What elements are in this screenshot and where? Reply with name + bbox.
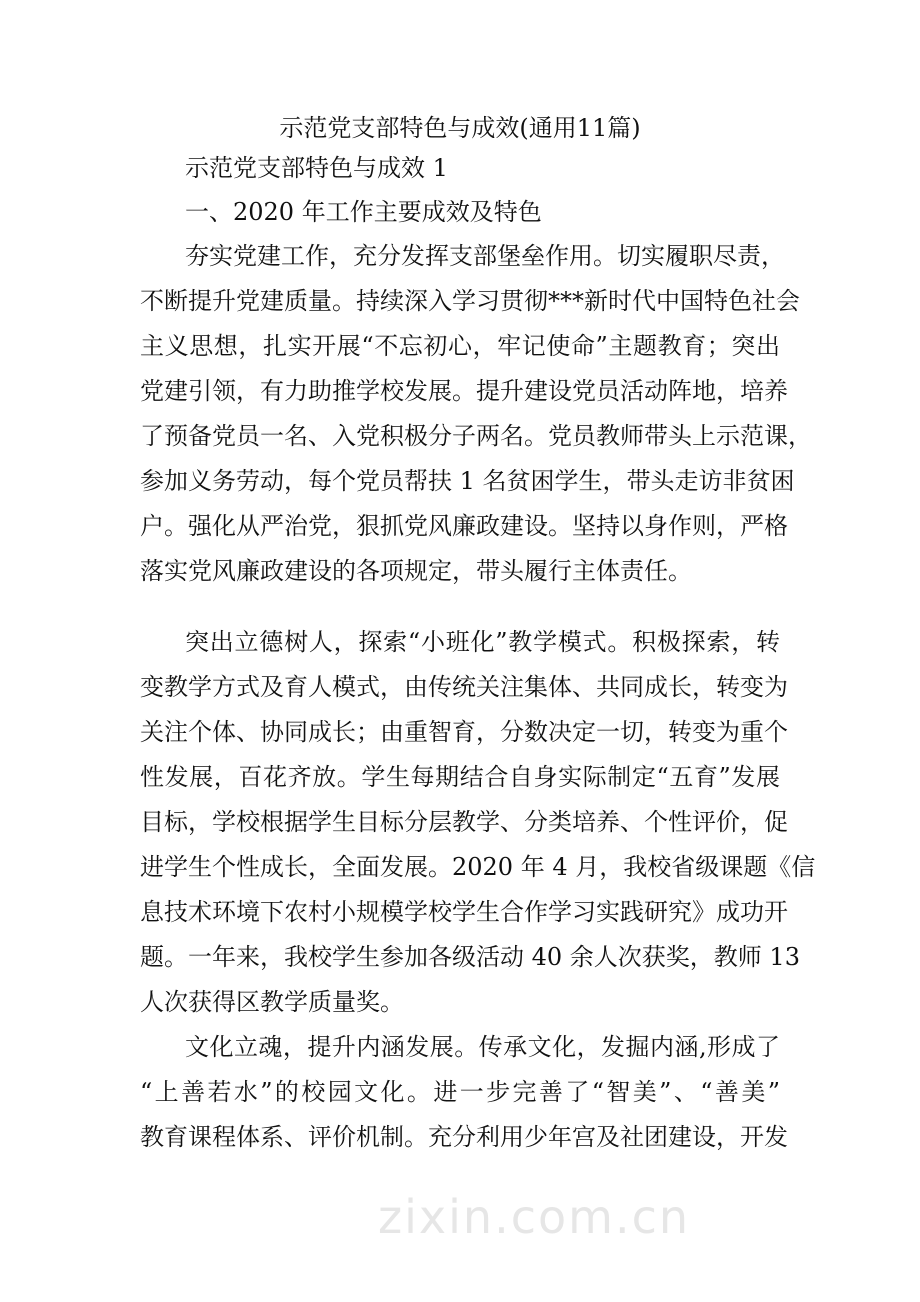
paragraph-2-line: 题。一年来，我校学生参加各级活动 40 余人次获奖，教师 13 [140,943,800,971]
paragraph-1-line: 夯实党建工作，充分发挥支部堡垒作用。切实履职尽责， [185,242,785,270]
paragraph-3-line: “上善若水”的校园文化。进一步完善了“智美”、“善美” [140,1078,780,1106]
paragraph-2-line: 目标，学校根据学生目标分层教学、分类培养、个性评价，促 [140,808,788,836]
paragraph-2-line: 变教学方式及育人模式，由传统关注集体、共同成长，转变为 [140,673,788,701]
paragraph-1-line: 党建引领，有力助推学校发展。提升建设党员活动阵地，培养 [140,377,788,405]
section-heading: 示范党支部特色与成效 1 [185,154,448,182]
paragraph-1-line: 落实党风廉政建设的各项规定，带头履行主体责任。 [140,557,692,585]
paragraph-3-line: 文化立魂，提升内涵发展。传承文化，发掘内涵,形成了 [185,1033,780,1061]
paragraph-2-line: 突出立德树人，探索“小班化”教学模式。积极探索，转 [185,628,780,656]
paragraph-1-line: 了预备党员一名、入党积极分子两名。党员教师带头上示范课， [140,422,812,450]
paragraph-2-line: 进学生个性成长，全面发展。2020 年 4 月，我校省级课题《信 [140,853,816,881]
paragraph-2-line: 关注个体、协同成长；由重智育，分数决定一切，转变为重个 [140,718,788,746]
watermark: zixin.com.cn [378,1190,691,1244]
paragraph-1-line: 主义思想，扎实开展“不忘初心，牢记使命”主题教育；突出 [140,332,780,360]
paragraph-2-line: 息技术环境下农村小规模学校学生合作学习实践研究》成功开 [140,898,788,926]
paragraph-1-line: 不断提升党建质量。持续深入学习贯彻***新时代中国特色社会 [140,287,800,315]
paragraph-1-line: 户。强化从严治党，狠抓党风廉政建设。坚持以身作则，严格 [140,512,788,540]
paragraph-2-line: 人次获得区教学质量奖。 [140,988,404,1016]
subsection-heading: 一、2020 年工作主要成效及特色 [185,198,542,226]
paragraph-3-line: 教育课程体系、评价机制。充分利用少年宫及社团建设，开发 [140,1123,788,1151]
paragraph-1-line: 参加义务劳动，每个党员帮扶 1 名贫困学生，带头走访非贫困 [140,467,795,495]
paragraph-2-line: 性发展，百花齐放。学生每期结合自身实际制定“五育”发展 [140,763,780,791]
document-title: 示范党支部特色与成效(通用11篇) [279,114,641,142]
